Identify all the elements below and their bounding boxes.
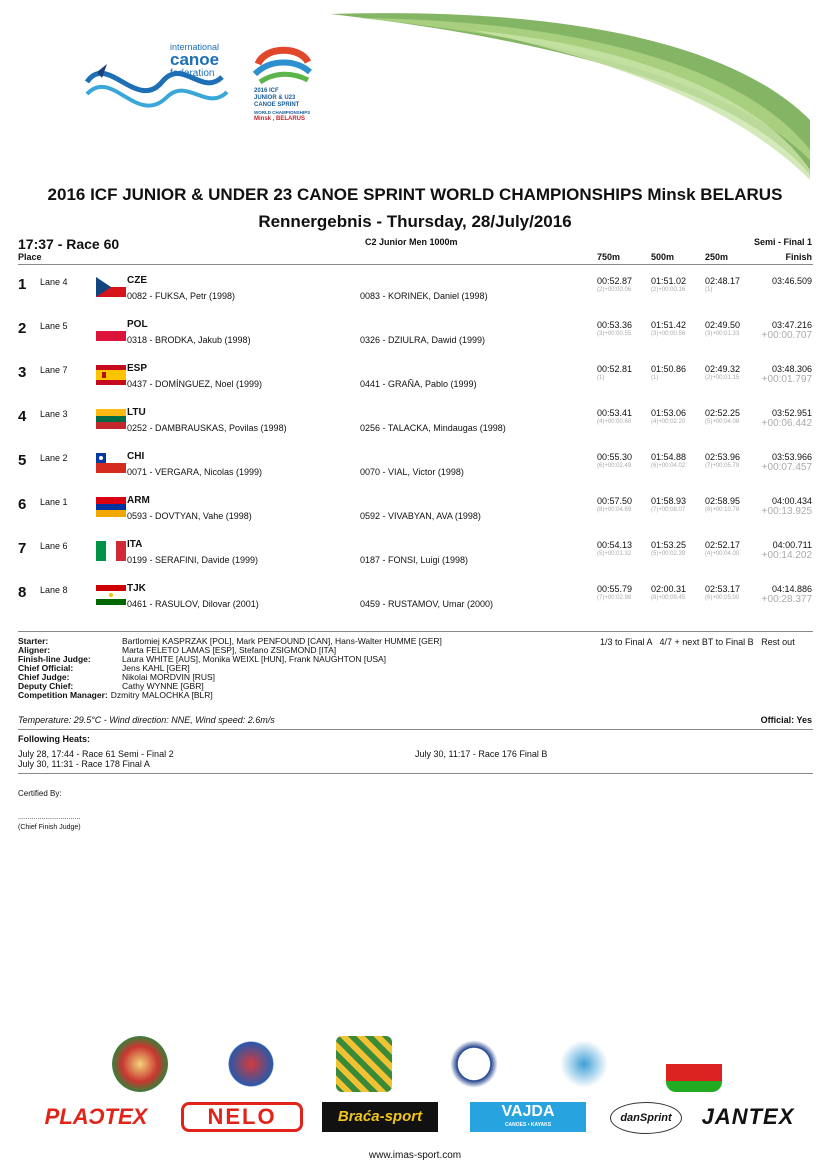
split-500m: 01:51.42 (3)+00:00.56 <box>651 320 687 337</box>
result-country: LTU <box>127 407 146 418</box>
split-500m: 01:54.88 (6)+00:04.02 <box>651 452 687 469</box>
result-athlete-2: 0070 - VIAL, Victor (1998) <box>360 467 464 477</box>
result-lane: Lane 3 <box>40 409 68 419</box>
split-750m: 00:53.36 (3)+00:00.55 <box>597 320 633 337</box>
progression-rules: 1/3 to Final A 4/7 + next BT to Final B Rest out <box>600 637 795 647</box>
result-athlete-2: 0459 - RUSTAMOV, Umar (2000) <box>360 599 494 609</box>
result-country: TJK <box>127 583 146 594</box>
flag-ita-icon <box>96 541 126 561</box>
result-row <box>0 540 830 584</box>
finish-time: 04:00.711 +00:14.202 <box>761 540 812 561</box>
result-lane: Lane 1 <box>40 497 68 507</box>
document-subtitle: Rennergebnis - Thursday, 28/July/2016 <box>258 212 572 231</box>
flag-pol-icon <box>96 321 126 341</box>
result-row <box>0 364 830 408</box>
certified-label: Certified By: <box>18 789 62 798</box>
result-lane: Lane 4 <box>40 277 68 287</box>
result-athlete-1: 0318 - BRODKA, Jakub (1998) <box>127 335 251 345</box>
sponsor-jantex: JANTEX <box>701 1104 795 1129</box>
split-250m: 02:53.96 (7)+00:05.79 <box>705 452 741 469</box>
result-row <box>0 320 830 364</box>
result-lane: Lane 2 <box>40 453 68 463</box>
result-athlete-1: 0461 - RASULOV, Dilovar (2001) <box>127 599 259 609</box>
championship-logo-line5: Minsk , BELARUS <box>254 116 306 122</box>
result-place: 2 <box>18 320 27 337</box>
sponsor-nelo: NELO <box>181 1102 303 1132</box>
result-place: 5 <box>18 452 27 469</box>
result-row <box>0 452 830 496</box>
federation-emblem-icon <box>112 1036 168 1092</box>
official-row: Chief Official: Jens KAHL [GER] <box>18 663 190 673</box>
result-place: 1 <box>18 276 27 293</box>
coat-of-arms-icon <box>336 1036 392 1092</box>
championship-logo-line2: JUNIOR & U23 <box>254 95 296 101</box>
result-row <box>0 584 830 628</box>
document-title: 2016 ICF JUNIOR & UNDER 23 CANOE SPRINT WORLD CHAMPIONSHIPS Minsk BELARUS <box>47 185 783 204</box>
split-500m: 01:51.02 (2)+00:00.16 <box>651 276 687 293</box>
place-header: Place <box>18 252 42 262</box>
finish-time: 04:00.434 +00:13.925 <box>761 496 812 517</box>
split-250m: 02:52.25 (5)+00:04.08 <box>705 408 741 425</box>
championship-logo <box>250 44 315 132</box>
result-athlete-1: 0437 - DOMÍNGUEZ, Noel (1999) <box>127 379 263 389</box>
result-row <box>0 408 830 452</box>
split-750m: 00:55.30 (6)+00:02.49 <box>597 452 633 469</box>
weather-divider <box>18 729 813 730</box>
result-country: POL <box>127 319 148 330</box>
finish-time: 03:53.966 +00:07.457 <box>761 452 812 473</box>
result-row <box>0 276 830 320</box>
result-place: 3 <box>18 364 27 381</box>
split-500m: 01:50.86 (1) <box>651 364 687 381</box>
result-athlete-2: 0187 - FONSI, Luigi (1998) <box>360 555 469 565</box>
following-heat: July 30, 11:17 - Race 176 Final B <box>415 749 548 759</box>
split-250m: 02:53.17 (6)+00:05.00 <box>705 584 741 601</box>
event-name: C2 Junior Men 1000m <box>365 237 458 247</box>
icf-logo-line2: canoe <box>170 50 220 69</box>
col-750m: 750m <box>597 252 621 262</box>
official-row: Finish-line Judge: Laura WHITE [AUS], Monika WEIXL [HUN], Frank NAUGHTON [USA] <box>18 654 387 664</box>
result-athlete-2: 0326 - DZIULRA, Dawid (1999) <box>360 335 486 345</box>
result-lane: Lane 5 <box>40 321 68 331</box>
result-lane: Lane 8 <box>40 585 68 595</box>
official-row: Competition Manager: Dzmitry MALOCHKA [BLR] <box>18 690 213 700</box>
finish-time: 03:47.216 +00:00.707 <box>761 320 812 341</box>
split-750m: 00:53.41 (4)+00:00.60 <box>597 408 633 425</box>
following-heat: July 28, 17:44 - Race 61 Semi - Final 2 <box>18 749 174 759</box>
following-heat: July 30, 11:31 - Race 178 Final A <box>18 759 150 769</box>
result-place: 8 <box>18 584 27 601</box>
race-time-number: 17:37 - Race 60 <box>18 236 120 252</box>
sponsor-vajda: VAJDA CANOES • KAYAKS <box>470 1102 586 1132</box>
canoe-federation-emblem-icon <box>446 1036 502 1092</box>
result-athlete-1: 0199 - SERAFINI, Davide (1999) <box>127 555 259 565</box>
split-250m: 02:49.32 (2)+00:01.15 <box>705 364 741 381</box>
flag-esp-icon <box>96 365 126 385</box>
flag-ltu-icon <box>96 409 126 429</box>
race-phase: Semi - Final 1 <box>753 237 812 247</box>
split-500m: 01:53.25 (5)+00:02.39 <box>651 540 687 557</box>
split-500m: 01:58.93 (7)+00:08.07 <box>651 496 687 513</box>
sponsor-braca-sport: Braća-sport <box>322 1102 438 1132</box>
finish-time: 03:48.306 +00:01.797 <box>761 364 812 385</box>
result-athlete-2: 0083 - KORINEK, Daniel (1998) <box>360 291 488 301</box>
finish-time: 04:14.886 +00:28.377 <box>761 584 812 605</box>
split-500m: 02:00.31 (8)+00:09.45 <box>651 584 687 601</box>
split-500m: 01:53.06 (4)+00:02.20 <box>651 408 687 425</box>
split-750m: 00:52.81 (1) <box>597 364 633 381</box>
result-country: ITA <box>127 539 143 550</box>
sponsor-dansprint: danSprint <box>610 1102 682 1134</box>
weather-info: Temperature: 29.5°C - Wind direction: NNE, Wind speed: 2.6m/s <box>18 715 275 725</box>
split-250m: 02:49.50 (3)+00:01.33 <box>705 320 741 337</box>
split-750m: 00:52.87 (2)+00:00.06 <box>597 276 633 293</box>
col-finish: Finish <box>785 252 812 262</box>
result-lane: Lane 6 <box>40 541 68 551</box>
following-divider <box>18 773 813 774</box>
result-athlete-1: 0252 - DAMBRAUSKAS, Povilas (1998) <box>127 423 287 433</box>
split-250m: 02:48.17 (1) <box>705 276 741 293</box>
icf-logo <box>82 42 232 122</box>
result-lane: Lane 7 <box>40 365 68 375</box>
chief-finish-judge-label: (Chief Finish Judge) <box>18 824 81 831</box>
flag-arm-icon <box>96 497 126 517</box>
city-emblem-icon <box>223 1036 279 1092</box>
result-athlete-2: 0592 - VIVABYAN, AVA (1998) <box>360 511 481 521</box>
icf-logo-line3: federation <box>170 68 215 79</box>
result-athlete-1: 0082 - FUKSA, Petr (1998) <box>127 291 236 301</box>
split-250m: 02:52.17 (4)+00:04.00 <box>705 540 741 557</box>
championship-logo-line4: WORLD CHAMPIONSHIPS <box>254 110 311 115</box>
results-divider <box>18 631 813 632</box>
footer-url: www.imas-sport.com <box>368 1150 462 1161</box>
split-250m: 02:58.95 (8)+00:10.78 <box>705 496 741 513</box>
result-country: ESP <box>127 363 148 374</box>
result-country: CHI <box>127 451 145 462</box>
result-athlete-1: 0071 - VERGARA, Nicolas (1999) <box>127 467 263 477</box>
championship-logo-line3: CANOE SPRINT <box>254 102 300 108</box>
result-athlete-1: 0593 - DOVTYAN, Vahe (1998) <box>127 511 252 521</box>
olympic-committee-emblem-icon <box>666 1036 722 1092</box>
split-750m: 00:54.13 (5)+00:01.32 <box>597 540 633 557</box>
official-status: Official: Yes <box>760 715 812 725</box>
split-750m: 00:55.79 (7)+00:02.98 <box>597 584 633 601</box>
rowing-emblem-icon <box>556 1036 612 1092</box>
result-place: 7 <box>18 540 27 557</box>
header-divider <box>18 264 813 265</box>
result-athlete-2: 0441 - GRAÑA, Pablo (1999) <box>360 379 477 389</box>
col-500m: 500m <box>651 252 675 262</box>
col-250m: 250m <box>705 252 729 262</box>
signature-line: ................................ <box>18 814 81 821</box>
sponsor-banner <box>18 1030 813 1140</box>
official-row: Aligner: Marta FELETO LAMAS [ESP], Stefano ZSIGMOND [ITA] <box>18 645 337 655</box>
sponsor-plastex: PLAƆTEX <box>44 1104 148 1129</box>
flag-chi-icon <box>96 453 126 473</box>
result-row <box>0 496 830 540</box>
championship-logo-line1: 2016 ICF <box>254 88 279 94</box>
following-heats-label: Following Heats: <box>18 734 90 744</box>
flag-cze-icon <box>96 277 126 297</box>
result-place: 4 <box>18 408 27 425</box>
result-place: 6 <box>18 496 27 513</box>
result-country: CZE <box>127 275 147 286</box>
official-row: Starter: Bartlomiej KASPRZAK [POL], Mark PENFOUND [CAN], Hans-Walter HUMME [GER] <box>18 636 442 646</box>
official-row: Deputy Chief: Cathy WYNNE [GBR] <box>18 681 204 691</box>
flag-tjk-icon <box>96 585 126 605</box>
split-750m: 00:57.50 (8)+00:04.69 <box>597 496 633 513</box>
result-country: ARM <box>127 495 150 506</box>
finish-time: 03:46.509 <box>771 276 812 286</box>
official-row: Chief Judge: Nikolai MORDVIN [RUS] <box>18 672 216 682</box>
finish-time: 03:52.951 +00:06.442 <box>761 408 812 429</box>
result-athlete-2: 0256 - TALACKA, Mindaugas (1998) <box>360 423 506 433</box>
icf-logo-line1: international <box>170 42 220 52</box>
